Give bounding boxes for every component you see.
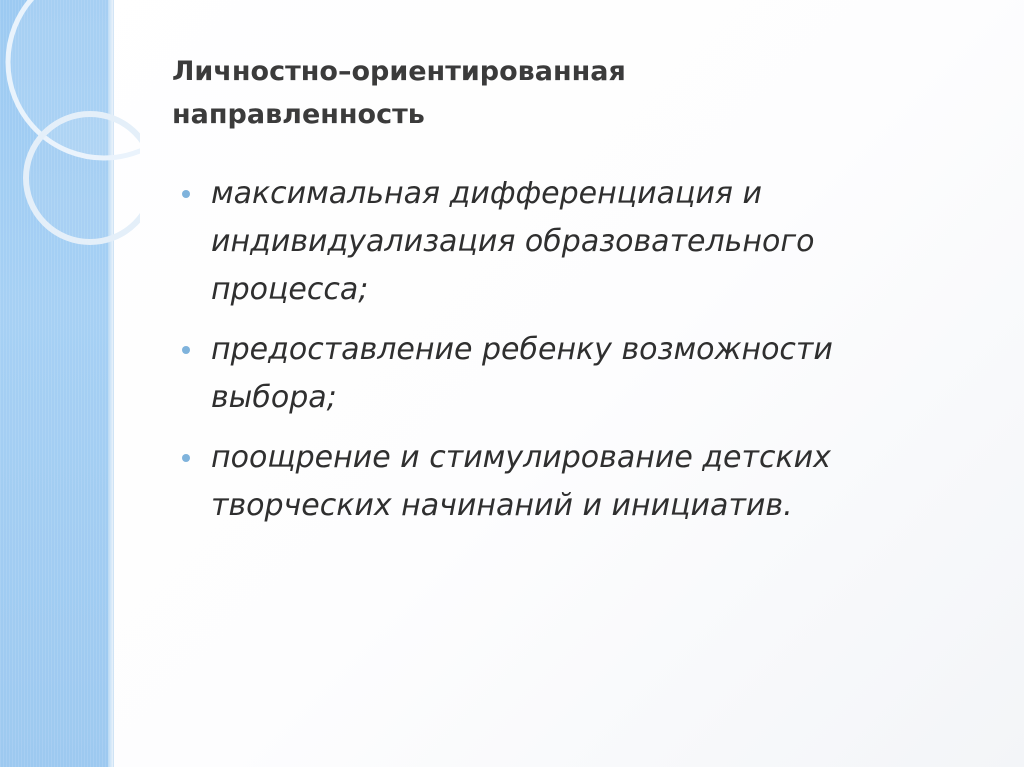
bullet-dot-icon [182, 190, 190, 198]
bullet-dot-icon [182, 346, 190, 354]
bullet-list [180, 170, 940, 542]
bullet-dot-icon [182, 454, 190, 462]
bullet-2-line-2: выбора; [211, 380, 337, 415]
bullet-item-2 [180, 326, 940, 422]
title-line-2: направленность [172, 99, 425, 130]
slide-title [172, 50, 972, 136]
bullet-item-1 [180, 170, 940, 314]
bullet-1-line-3: процесса; [211, 272, 369, 307]
bullet-3-line-1: поощрение и стимулирование детских [211, 440, 831, 475]
bullet-1-line-2: индивидуализация образовательного [211, 224, 815, 259]
bullet-item-3 [180, 434, 940, 530]
bullet-2-line-1: предоставление ребенку возможности [211, 332, 833, 367]
decorative-rings [0, 0, 140, 260]
title-line-1: Личностно–ориентированная [172, 56, 626, 87]
decorative-ring-lower [26, 114, 140, 242]
bullet-1-line-1: максимальная дифференциация и [211, 176, 762, 211]
bullet-3-line-2: творческих начинаний и инициатив. [211, 488, 793, 523]
